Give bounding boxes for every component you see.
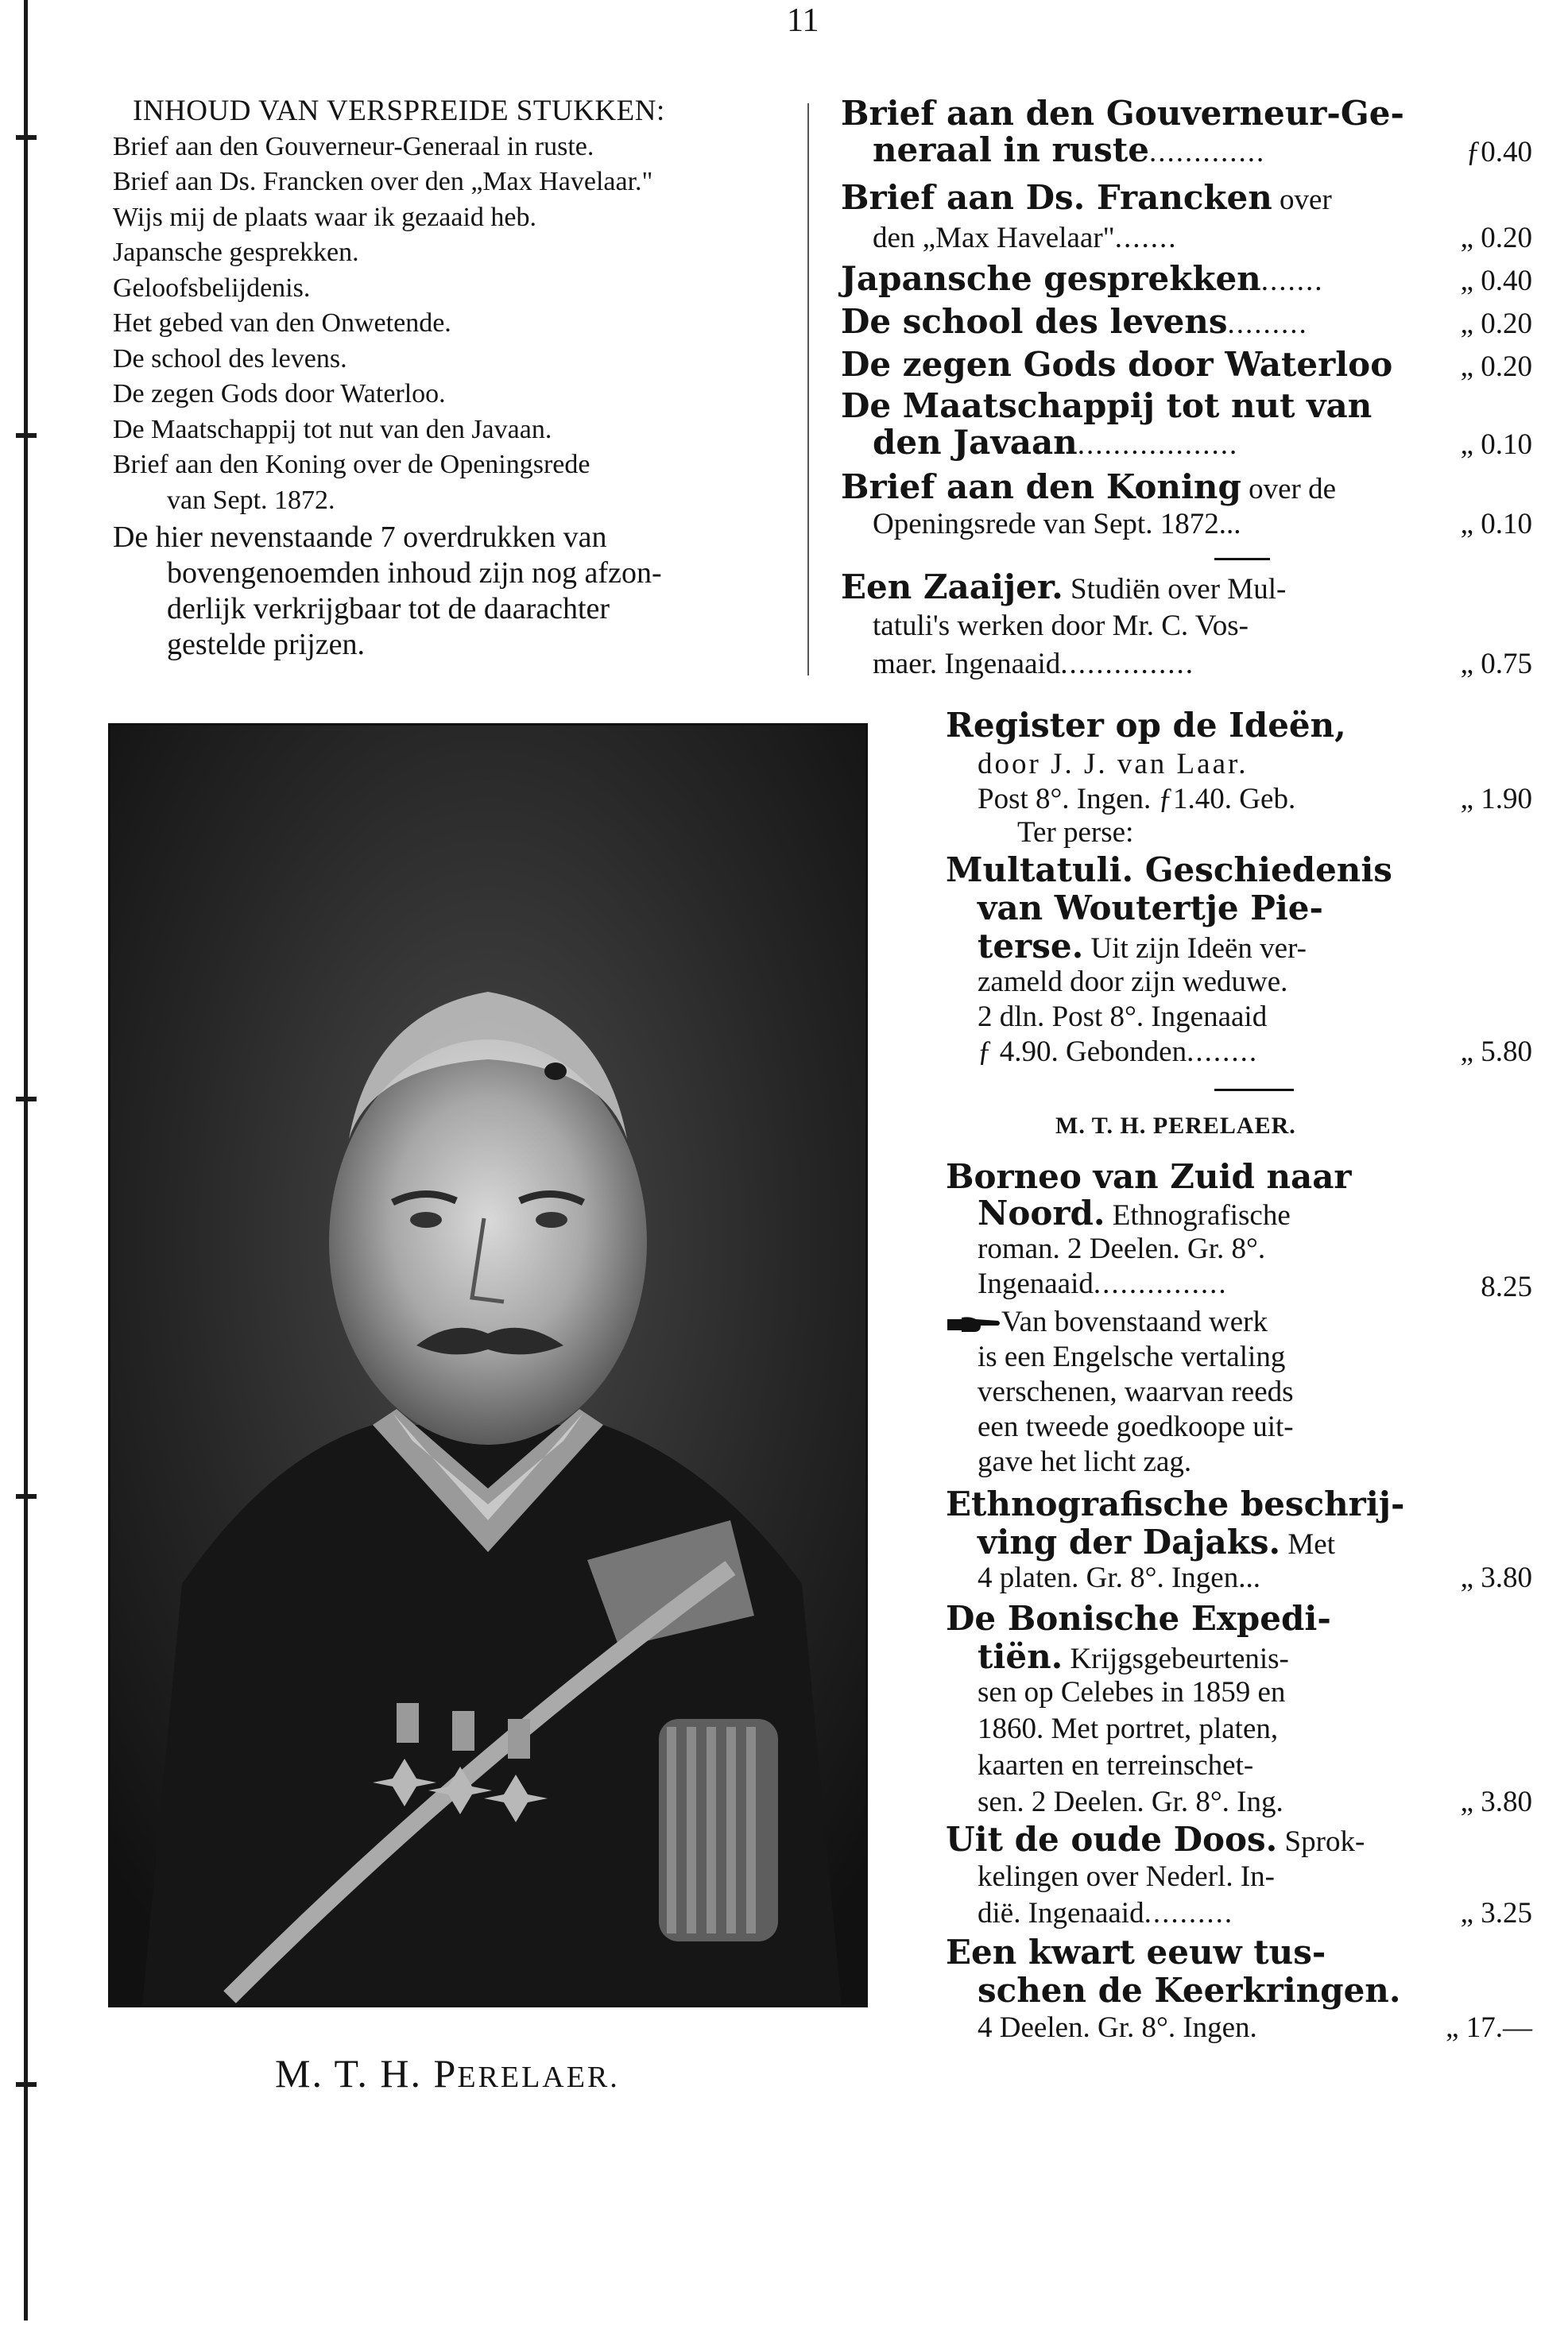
leader-dots: ............... (1060, 648, 1195, 680)
entry-title: Ethnografische beschrij- (946, 1484, 1405, 1523)
entry-title: neraal in ruste (873, 130, 1149, 169)
entry-price: ƒ0.40 (1465, 136, 1532, 168)
entry-title: Brief aan den Gouverneur-Ge- (841, 94, 1404, 133)
entry-desc: Studiën over Mul- (1063, 573, 1287, 606)
entry-line (841, 178, 1332, 217)
entry-desc: Met (1280, 1528, 1335, 1561)
entry-line (873, 647, 1194, 681)
leader-dots: ....... (1114, 222, 1178, 254)
entry-desc: zameld door zijn weduwe. (978, 966, 1288, 998)
entry-title: De Bonische Expedi- (946, 1599, 1331, 1638)
portrait-image (110, 726, 865, 2005)
separator (1214, 558, 1270, 560)
binding-mark (16, 135, 37, 140)
column-divider (807, 103, 809, 675)
entry-desc: sen. 2 Deelen. Gr. 8°. Ing. (978, 1786, 1283, 1818)
entry-title: schen de Keerkringen. (978, 1971, 1401, 2010)
entry-line (978, 1035, 1258, 1069)
contents-item: Brief aan den Gouverneur-Generaal in ruste. (113, 131, 594, 161)
entry-title: De school des levens (841, 302, 1228, 341)
entry-desc: Krijgsgebeurtenis- (1063, 1643, 1289, 1675)
entry-price: 8.25 (1481, 1271, 1532, 1303)
entry-price: „ 0.10 (1460, 508, 1532, 540)
entry-title: De Maatschappij tot nut van (841, 386, 1372, 425)
page-number: 11 (787, 2, 819, 39)
entry-desc: 2 dln. Post 8°. Ingenaaid (978, 1001, 1268, 1033)
entry-title: De zegen Gods door Waterloo (841, 345, 1393, 384)
entry-price: „ 3.25 (1460, 1897, 1532, 1930)
entry-desc: Openingsrede van Sept. 1872... (873, 508, 1241, 540)
note-line: derlijk verkrijgbaar tot de daarachter (167, 592, 610, 625)
contents-item: De zegen Gods door Waterloo. (113, 379, 446, 408)
contents-heading: INHOUD VAN VERSPREIDE STUKKEN: (133, 95, 665, 127)
contents-list (113, 94, 804, 663)
entry-title: Japansche gesprekken (841, 259, 1261, 298)
entry-desc: den „Max Havelaar" (873, 222, 1115, 254)
entry-line (841, 259, 1323, 298)
entry-title: van Woutertje Pie- (978, 888, 1323, 927)
entry-line (841, 302, 1308, 341)
note-line: bovengenoemden inhoud zijn nog afzon- (167, 556, 662, 590)
entry-desc: tatuli's werken door Mr. C. Vos- (873, 610, 1249, 642)
entry-title: terse. (978, 927, 1084, 966)
entry-desc: Sprok- (1277, 1825, 1365, 1858)
entry-title: Borneo van Zuid naar (946, 1157, 1352, 1196)
entry-line (978, 1194, 1291, 1233)
entry-line (978, 1637, 1289, 1676)
contents-item: Brief aan Ds. Francken over den „Max Havelaar." (113, 167, 653, 196)
entry-line (873, 423, 1238, 462)
entry-title: ving der Dajaks. (978, 1523, 1281, 1562)
entry-title: Brief aan Ds. Francken (841, 178, 1272, 217)
entry-desc: over (1272, 184, 1332, 216)
entry-price: „ 3.80 (1460, 1562, 1532, 1594)
contents-item: De school des levens. (113, 343, 347, 374)
note-line (946, 1305, 1268, 1339)
binding-mark (16, 1494, 37, 1499)
entry-line (946, 1820, 1365, 1859)
contents-item: Het gebed van den Onwetende. (113, 308, 451, 338)
entry-price: „ 3.80 (1460, 1786, 1532, 1818)
contents-item: Wijs mij de plaats waar ik gezaaid heb. (113, 202, 536, 232)
entry-price: „ 0.75 (1460, 648, 1532, 680)
entry-desc: dië. Ingenaaid (978, 1897, 1144, 1930)
leader-dots: ............... (1093, 1268, 1228, 1300)
leader-dots: .................. (1077, 428, 1239, 461)
entry-line (873, 221, 1178, 255)
caption-initials: M. T. H. P (275, 2051, 458, 2096)
leader-dots: .......... (1144, 1897, 1234, 1930)
entry-price: „ 0.20 (1460, 350, 1532, 383)
entry-line (873, 130, 1265, 169)
entry-desc: roman. 2 Deelen. Gr. 8°. (978, 1233, 1266, 1265)
entry-line (841, 567, 1286, 606)
leader-dots: ....... (1260, 265, 1324, 297)
note-text: verschenen, waarvan reeds (978, 1376, 1294, 1408)
entry-line (978, 927, 1307, 966)
entry-desc: Post 8°. Ingen. ƒ1.40. Geb. (978, 783, 1296, 815)
entry-title: tiën. (978, 1637, 1063, 1676)
note-line: De hier nevenstaande 7 overdrukken van (113, 521, 607, 554)
entry-desc: 1860. Met portret, platen, (978, 1713, 1279, 1745)
entry-desc: kelingen over Nederl. In- (978, 1860, 1275, 1893)
portrait-photo (108, 723, 868, 2007)
author-heading: M. T. H. PERELAER. (1055, 1113, 1296, 1139)
entry-desc: 4 Deelen. Gr. 8°. Ingen. (978, 2011, 1257, 2044)
binding-rule-left (24, 0, 28, 2321)
leader-dots: ........ (1187, 1035, 1259, 1068)
entry-line (841, 467, 1336, 506)
entry-desc: Ethnografische (1105, 1199, 1291, 1232)
entry-desc: kaarten en terreinschet- (978, 1749, 1254, 1782)
entry-title: Brief aan den Koning (841, 467, 1241, 506)
entry-desc: Uit zijn Ideën ver- (1083, 932, 1307, 965)
binding-mark (16, 433, 37, 438)
ter-perse-label: Ter perse: (1017, 816, 1134, 849)
note-line: gestelde prijzen. (167, 628, 366, 661)
entry-title: Een kwart eeuw tus- (946, 1933, 1326, 1972)
binding-mark (16, 1097, 37, 1101)
note-text: een tweede goedkoope uit- (978, 1411, 1294, 1443)
entry-title: den Javaan (873, 423, 1078, 462)
separator (1214, 1089, 1294, 1091)
entry-price: „ 5.80 (1460, 1035, 1532, 1068)
entry-desc: door J. J. van Laar. (978, 748, 1249, 780)
contents-item: De Maatschappij tot nut van den Javaan. (113, 414, 552, 444)
entry-title: Een Zaaijer. (841, 567, 1063, 606)
entry-price: „ 0.10 (1460, 428, 1532, 461)
entry-price: „ 0.40 (1460, 265, 1532, 297)
contents-item: Japansche gesprekken. (113, 238, 359, 267)
entry-line (978, 1523, 1335, 1562)
entry-price: „ 17.— (1446, 2011, 1532, 2044)
pointing-hand-icon (946, 1313, 1001, 1337)
portrait-caption (275, 2050, 620, 2096)
entry-title: Uit de oude Doos. (946, 1820, 1278, 1859)
note-text: is een Engelsche vertaling (978, 1341, 1286, 1373)
leader-dots: ......... (1227, 308, 1308, 340)
caption-surname: ERELAER. (457, 2061, 620, 2094)
binding-mark (16, 2082, 37, 2087)
contents-item: van Sept. 1872. (167, 485, 335, 515)
contents-item: Geloofsbelijdenis. (113, 273, 311, 303)
entry-line (978, 1896, 1233, 1930)
entry-desc: 4 platen. Gr. 8°. Ingen... (978, 1562, 1260, 1594)
entry-title: Multatuli. Geschiedenis (946, 850, 1392, 889)
entry-title: Noord. (978, 1194, 1105, 1233)
entry-price: „ 1.90 (1460, 783, 1532, 815)
entry-desc: Ingenaaid (978, 1268, 1094, 1300)
entry-desc: sen op Celebes in 1859 en (978, 1676, 1286, 1709)
contents-note (113, 520, 804, 663)
leader-dots: ............. (1148, 136, 1266, 168)
note-text: Van bovenstaand werk (1001, 1306, 1268, 1338)
entry-desc: maer. Ingenaaid (873, 648, 1061, 680)
entry-desc: ƒ 4.90. Gebonden (978, 1035, 1187, 1068)
contents-item: Brief aan den Koning over de Openingsrede (113, 450, 590, 479)
entry-desc: over de (1241, 473, 1336, 505)
entry-price: „ 0.20 (1460, 222, 1532, 254)
entry-price: „ 0.20 (1460, 308, 1532, 340)
entry-title: Register op de Ideën, (946, 706, 1346, 745)
entry-line (978, 1267, 1228, 1301)
note-text: gave het licht zag. (978, 1446, 1192, 1478)
